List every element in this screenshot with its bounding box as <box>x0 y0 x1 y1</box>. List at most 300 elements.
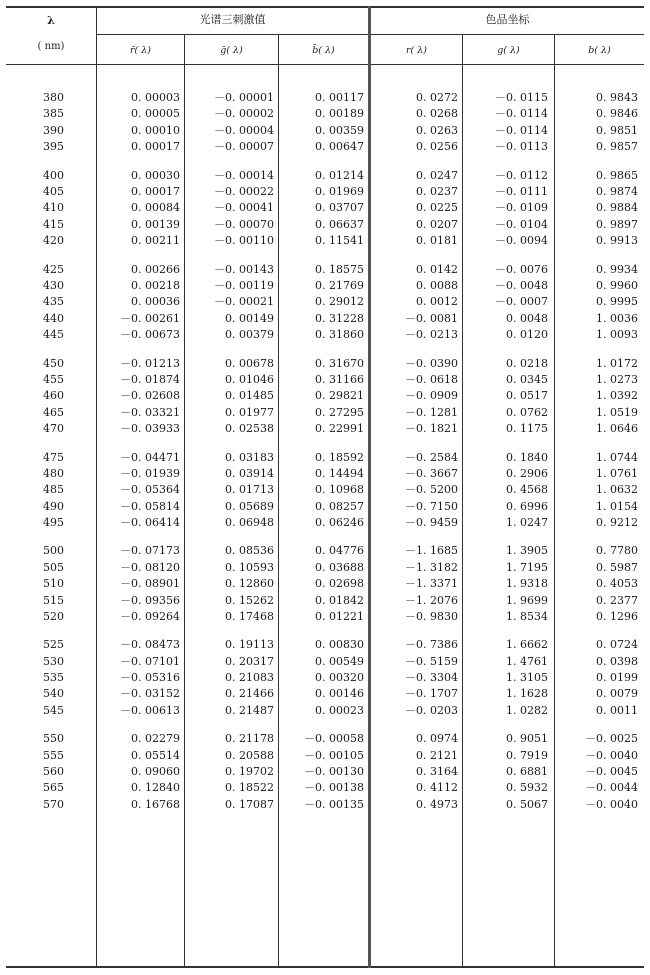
r-cell: －0. 0213 <box>405 328 458 341</box>
table-row <box>0 327 650 343</box>
b-bar-cell: 0. 11541 <box>315 234 364 247</box>
g-cell: 0. 9051 <box>506 732 548 746</box>
wavelength-cell: 505 <box>43 560 64 574</box>
b-cell: －0. 0040 <box>585 797 638 811</box>
g-bar-cell: 0. 02538 <box>225 421 274 435</box>
wavelength-cell: 465 <box>43 405 64 419</box>
g-bar-cell: －0. 00002 <box>214 107 274 121</box>
g-cell: 1. 9318 <box>506 577 548 591</box>
b-cell: 1. 0392 <box>596 389 638 403</box>
r-bar-cell: －0. 05316 <box>120 671 180 685</box>
b-cell: 0. 9843 <box>596 91 638 104</box>
g-cell: －0. 0076 <box>495 262 548 276</box>
r-bar-cell: 0. 16768 <box>131 797 180 811</box>
b-cell: 0. 0079 <box>596 687 638 701</box>
g-cell: 0. 1175 <box>506 421 548 435</box>
g-cell: 0. 6881 <box>506 765 548 778</box>
b-bar-cell: 0. 06637 <box>315 217 364 231</box>
table-row <box>0 278 650 294</box>
subheader-r-bar: r̄( λ) <box>130 45 151 56</box>
b-cell: 0. 0011 <box>596 703 638 717</box>
g-cell: 1. 3905 <box>506 544 548 558</box>
b-cell: 0. 9212 <box>596 515 638 529</box>
r-bar-cell: －0. 07101 <box>120 654 180 668</box>
wavelength-cell: 420 <box>43 234 64 247</box>
b-cell: 0. 9913 <box>596 234 638 247</box>
r-cell: 0. 0247 <box>416 168 458 182</box>
g-cell: 0. 1840 <box>506 450 548 464</box>
r-cell: －0. 3304 <box>405 671 458 685</box>
table-row <box>0 731 650 747</box>
wavelength-cell: 430 <box>43 278 64 292</box>
tristimulus-group-header: 光谱三刺激值 <box>199 13 266 26</box>
r-cell: 0. 0088 <box>416 278 458 292</box>
b-cell: 0. 9995 <box>596 295 638 309</box>
b-cell: 0. 9874 <box>596 184 638 198</box>
g-cell: －0. 0109 <box>495 201 548 215</box>
b-cell: 0. 5987 <box>596 560 638 574</box>
b-bar-cell: 0. 31860 <box>315 328 364 341</box>
r-bar-cell: －0. 09356 <box>120 593 180 607</box>
wavelength-cell: 510 <box>43 577 64 591</box>
b-cell: 0. 9960 <box>596 278 638 292</box>
r-cell: 0. 0268 <box>416 107 458 121</box>
b-cell: －0. 0044 <box>585 781 638 795</box>
b-bar-cell: 0. 31166 <box>315 372 364 386</box>
b-bar-cell: 0. 10968 <box>315 483 364 497</box>
g-cell: 0. 5067 <box>506 797 548 811</box>
r-bar-cell: 0. 02279 <box>131 732 180 746</box>
table-row <box>0 356 650 372</box>
r-bar-cell: －0. 07173 <box>120 544 180 558</box>
g-bar-cell: －0. 00022 <box>214 184 274 198</box>
b-cell: 1. 0036 <box>596 311 638 325</box>
b-cell: 1. 0093 <box>596 328 638 341</box>
r-cell: －0. 9830 <box>405 609 458 623</box>
r-cell: －0. 7386 <box>405 638 458 652</box>
r-cell: －0. 0909 <box>405 389 458 403</box>
table-row <box>0 200 650 216</box>
g-cell: 1. 6662 <box>506 638 548 652</box>
g-cell: 1. 7195 <box>506 560 548 574</box>
r-bar-cell: 0. 05514 <box>131 748 180 762</box>
b-bar-cell: 0. 00023 <box>315 703 364 717</box>
b-bar-cell: 0. 00647 <box>315 140 364 153</box>
b-cell: 1. 0154 <box>596 499 638 513</box>
g-bar-cell: －0. 00041 <box>214 201 274 215</box>
r-cell: －0. 1821 <box>405 421 458 435</box>
r-bar-cell: －0. 01939 <box>120 466 180 480</box>
table-row <box>0 482 650 498</box>
r-cell: 0. 4973 <box>416 797 458 811</box>
r-cell: 0. 0263 <box>416 123 458 137</box>
b-bar-cell: 0. 04776 <box>315 544 364 558</box>
g-bar-cell: 0. 20588 <box>225 748 274 762</box>
r-bar-cell: －0. 08901 <box>120 577 180 591</box>
g-cell: －0. 0115 <box>495 91 548 104</box>
g-cell: －0. 0094 <box>495 234 548 247</box>
r-bar-cell: 0. 00005 <box>131 107 180 121</box>
r-bar-cell: －0. 01213 <box>120 356 180 370</box>
g-bar-cell: 0. 03914 <box>225 466 274 480</box>
r-bar-cell: 0. 12840 <box>131 781 180 795</box>
wavelength-cell: 410 <box>43 201 64 215</box>
table-row <box>0 780 650 796</box>
g-cell: 1. 0282 <box>506 703 548 717</box>
g-cell: 0. 0218 <box>506 356 548 370</box>
table-row <box>0 764 650 780</box>
b-cell: －0. 0045 <box>585 765 638 778</box>
b-bar-cell: －0. 00135 <box>304 797 364 811</box>
wavelength-cell: 550 <box>43 732 64 746</box>
table-row <box>0 686 650 702</box>
r-cell: 0. 0272 <box>416 91 458 104</box>
g-bar-cell: 0. 19702 <box>225 765 274 778</box>
r-bar-cell: －0. 05364 <box>120 483 180 497</box>
wavelength-cell: 380 <box>43 91 64 104</box>
g-bar-cell: －0. 00007 <box>214 140 274 153</box>
r-bar-cell: 0. 00010 <box>131 123 180 137</box>
g-bar-cell: 0. 21487 <box>225 703 274 717</box>
b-bar-cell: 0. 14494 <box>315 466 364 480</box>
lambda-header: λ <box>47 14 55 27</box>
table-row <box>0 139 650 155</box>
b-cell: 0. 7780 <box>596 544 638 558</box>
b-bar-cell: 0. 03688 <box>315 560 364 574</box>
r-cell: 0. 0012 <box>416 295 458 309</box>
wavelength-cell: 530 <box>43 654 64 668</box>
table-row <box>0 372 650 388</box>
g-cell: 0. 0762 <box>506 405 548 419</box>
b-bar-cell: 0. 31670 <box>315 356 364 370</box>
r-bar-cell: －0. 03152 <box>120 687 180 701</box>
r-bar-cell: 0. 00003 <box>131 91 180 104</box>
wavelength-cell: 445 <box>43 328 64 341</box>
g-bar-cell: －0. 00001 <box>214 91 274 104</box>
r-bar-cell: －0. 01874 <box>120 372 180 386</box>
b-bar-cell: 0. 18592 <box>315 450 364 464</box>
table-row <box>0 311 650 327</box>
r-cell: －0. 0081 <box>405 311 458 325</box>
r-bar-cell: 0. 00218 <box>131 278 180 292</box>
b-bar-cell: 0. 00189 <box>315 107 364 121</box>
b-cell: 1. 0519 <box>596 405 638 419</box>
r-cell: 0. 0207 <box>416 217 458 231</box>
b-bar-cell: 0. 21769 <box>315 278 364 292</box>
b-bar-cell: －0. 00130 <box>304 765 364 778</box>
r-bar-cell: 0. 00266 <box>131 262 180 276</box>
g-cell: －0. 0007 <box>495 295 548 309</box>
table-row <box>0 560 650 576</box>
g-bar-cell: 0. 00149 <box>225 311 274 325</box>
g-cell: －0. 0111 <box>495 184 548 198</box>
r-bar-cell: －0. 00261 <box>120 311 180 325</box>
g-bar-cell: 0. 08536 <box>225 544 274 558</box>
g-bar-cell: 0. 15262 <box>225 593 274 607</box>
b-bar-cell: 0. 08257 <box>315 499 364 513</box>
r-cell: －0. 2584 <box>405 450 458 464</box>
r-cell: －1. 3371 <box>405 577 458 591</box>
table-row <box>0 123 650 139</box>
g-bar-cell: －0. 00119 <box>214 278 274 292</box>
subheader-r: r( λ) <box>406 45 427 56</box>
b-bar-cell: 0. 00359 <box>315 123 364 137</box>
table-row <box>0 654 650 670</box>
g-cell: －0. 0048 <box>495 278 548 292</box>
r-cell: 0. 0142 <box>416 262 458 276</box>
table-row <box>0 466 650 482</box>
g-bar-cell: 0. 18522 <box>225 781 274 795</box>
r-cell: 0. 0237 <box>416 184 458 198</box>
r-cell: －0. 9459 <box>405 515 458 529</box>
wavelength-cell: 490 <box>43 499 64 513</box>
b-bar-cell: 0. 22991 <box>315 421 364 435</box>
b-cell: 0. 0199 <box>596 671 638 685</box>
g-cell: 0. 0048 <box>506 311 548 325</box>
b-cell: 0. 9851 <box>596 123 638 137</box>
table-row <box>0 388 650 404</box>
b-bar-cell: 0. 00320 <box>315 671 364 685</box>
r-cell: －0. 1707 <box>405 687 458 701</box>
wavelength-cell: 415 <box>43 217 64 231</box>
b-bar-cell: 0. 00549 <box>315 654 364 668</box>
g-bar-cell: －0. 00070 <box>214 217 274 231</box>
r-bar-cell: －0. 05814 <box>120 499 180 513</box>
r-cell: 0. 0974 <box>416 732 458 746</box>
b-cell: 1. 0646 <box>596 421 638 435</box>
b-bar-cell: 0. 06246 <box>315 515 364 529</box>
g-cell: 1. 3105 <box>506 671 548 685</box>
g-bar-cell: 0. 00379 <box>225 328 274 341</box>
b-cell: 0. 1296 <box>596 609 638 623</box>
table-row <box>0 576 650 592</box>
table-row <box>0 797 650 813</box>
wavelength-cell: 455 <box>43 372 64 386</box>
r-cell: －0. 7150 <box>405 499 458 513</box>
g-bar-cell: 0. 12860 <box>225 577 274 591</box>
r-bar-cell: －0. 04471 <box>120 450 180 464</box>
r-cell: 0. 0225 <box>416 201 458 215</box>
b-bar-cell: 0. 03707 <box>315 201 364 215</box>
b-cell: 0. 9934 <box>596 262 638 276</box>
table-row <box>0 637 650 653</box>
table-row <box>0 421 650 437</box>
r-bar-cell: －0. 09264 <box>120 609 180 623</box>
table-row <box>0 405 650 421</box>
b-bar-cell: 0. 29821 <box>315 389 364 403</box>
subheader-b: b( λ) <box>588 45 611 56</box>
b-cell: 0. 0724 <box>596 638 638 652</box>
g-cell: －0. 0112 <box>495 168 548 182</box>
b-bar-cell: 0. 00830 <box>315 638 364 652</box>
r-bar-cell: 0. 00084 <box>131 201 180 215</box>
b-bar-cell: 0. 01842 <box>315 593 364 607</box>
b-bar-cell: 0. 29012 <box>315 295 364 309</box>
wavelength-cell: 565 <box>43 781 64 795</box>
b-cell: －0. 0040 <box>585 748 638 762</box>
g-bar-cell: －0. 00004 <box>214 123 274 137</box>
table-row <box>0 106 650 122</box>
table-row <box>0 233 650 249</box>
g-cell: 1. 4761 <box>506 654 548 668</box>
wavelength-cell: 540 <box>43 687 64 701</box>
r-cell: －0. 5200 <box>405 483 458 497</box>
g-cell: －0. 0113 <box>495 140 548 153</box>
r-cell: －0. 1281 <box>405 405 458 419</box>
table-row <box>0 262 650 278</box>
wavelength-cell: 390 <box>43 123 64 137</box>
g-bar-cell: 0. 10593 <box>225 560 274 574</box>
g-cell: 1. 0247 <box>506 515 548 529</box>
b-cell: 1. 0632 <box>596 483 638 497</box>
wavelength-cell: 450 <box>43 356 64 370</box>
wavelength-cell: 485 <box>43 483 64 497</box>
g-bar-cell: 0. 17468 <box>225 609 274 623</box>
r-bar-cell: －0. 03933 <box>120 421 180 435</box>
wavelength-cell: 515 <box>43 593 64 607</box>
b-cell: 1. 0172 <box>596 356 638 370</box>
lambda-unit-header: ( nm) <box>37 41 65 52</box>
b-cell: 0. 9884 <box>596 201 638 215</box>
r-cell: 0. 3164 <box>416 765 458 778</box>
wavelength-cell: 535 <box>43 671 64 685</box>
b-cell: 0. 9846 <box>596 107 638 121</box>
r-bar-cell: －0. 02608 <box>120 389 180 403</box>
r-bar-cell: －0. 08473 <box>120 638 180 652</box>
b-bar-cell: 0. 31228 <box>315 311 364 325</box>
g-cell: 0. 4568 <box>506 483 548 497</box>
table-row <box>0 543 650 559</box>
b-cell: 0. 0398 <box>596 654 638 668</box>
wavelength-cell: 425 <box>43 262 64 276</box>
r-bar-cell: 0. 00139 <box>131 217 180 231</box>
b-bar-cell: 0. 18575 <box>315 262 364 276</box>
b-bar-cell: 0. 01221 <box>315 609 364 623</box>
header-bottom-rule <box>6 64 644 65</box>
g-bar-cell: 0. 01713 <box>225 483 274 497</box>
g-cell: 0. 6996 <box>506 499 548 513</box>
r-bar-cell: 0. 00030 <box>131 168 180 182</box>
r-bar-cell: 0. 00211 <box>131 234 180 247</box>
b-bar-cell: 0. 01214 <box>315 168 364 182</box>
r-cell: 0. 2121 <box>416 748 458 762</box>
b-cell: 1. 0761 <box>596 466 638 480</box>
wavelength-cell: 435 <box>43 295 64 309</box>
r-bar-cell: 0. 00017 <box>131 184 180 198</box>
table-row <box>0 515 650 531</box>
b-bar-cell: 0. 00146 <box>315 687 364 701</box>
table-row <box>0 499 650 515</box>
g-cell: 0. 0345 <box>506 372 548 386</box>
g-bar-cell: 0. 21083 <box>225 671 274 685</box>
b-cell: 0. 2377 <box>596 593 638 607</box>
r-cell: －0. 0618 <box>405 372 458 386</box>
wavelength-cell: 525 <box>43 638 64 652</box>
g-cell: 0. 5932 <box>506 781 548 795</box>
b-bar-cell: 0. 02698 <box>315 577 364 591</box>
wavelength-cell: 400 <box>43 168 64 182</box>
r-cell: 0. 0256 <box>416 140 458 153</box>
table-row <box>0 609 650 625</box>
g-bar-cell: 0. 01046 <box>225 372 274 386</box>
g-cell: －0. 0114 <box>495 107 548 121</box>
b-bar-cell: －0. 00105 <box>304 748 364 762</box>
b-cell: 0. 9857 <box>596 140 638 153</box>
g-cell: 1. 1628 <box>506 687 548 701</box>
wavelength-cell: 520 <box>43 609 64 623</box>
g-cell: 0. 0517 <box>506 389 548 403</box>
r-bar-cell: －0. 08120 <box>120 560 180 574</box>
b-cell: 0. 4053 <box>596 577 638 591</box>
r-bar-cell: 0. 00017 <box>131 140 180 153</box>
g-bar-cell: 0. 21466 <box>225 687 274 701</box>
r-bar-cell: 0. 00036 <box>131 295 180 309</box>
table-row <box>0 748 650 764</box>
wavelength-cell: 570 <box>43 797 64 811</box>
r-cell: －1. 3182 <box>405 560 458 574</box>
table-row <box>0 217 650 233</box>
b-bar-cell: －0. 00058 <box>304 732 364 746</box>
b-bar-cell: 0. 27295 <box>315 405 364 419</box>
r-cell: －0. 0203 <box>405 703 458 717</box>
b-cell: 1. 0744 <box>596 450 638 464</box>
r-cell: －0. 5159 <box>405 654 458 668</box>
table-row <box>0 450 650 466</box>
table-row <box>0 168 650 184</box>
b-cell: 0. 9897 <box>596 217 638 231</box>
g-cell: 0. 2906 <box>506 466 548 480</box>
table-row <box>0 184 650 200</box>
wavelength-cell: 395 <box>43 140 64 153</box>
g-bar-cell: 0. 06948 <box>225 515 274 529</box>
g-bar-cell: 0. 00678 <box>225 356 274 370</box>
b-cell: 0. 9865 <box>596 168 638 182</box>
g-cell: 1. 9699 <box>506 593 548 607</box>
g-bar-cell: 0. 21178 <box>225 732 274 746</box>
bottom-rule <box>6 966 644 968</box>
table-row <box>0 294 650 310</box>
g-cell: －0. 0114 <box>495 123 548 137</box>
r-bar-cell: －0. 03321 <box>120 405 180 419</box>
table-row <box>0 593 650 609</box>
subheader-g: g( λ) <box>497 45 520 56</box>
r-cell: －1. 2076 <box>405 593 458 607</box>
wavelength-cell: 475 <box>43 450 64 464</box>
r-cell: －0. 3667 <box>405 466 458 480</box>
r-cell: 0. 0181 <box>416 234 458 247</box>
table-row <box>0 703 650 719</box>
g-bar-cell: 0. 17087 <box>225 797 274 811</box>
g-cell: －0. 0104 <box>495 217 548 231</box>
b-bar-cell: 0. 00117 <box>315 91 364 104</box>
wavelength-cell: 460 <box>43 389 64 403</box>
g-cell: 0. 7919 <box>506 748 548 762</box>
wavelength-cell: 500 <box>43 544 64 558</box>
table-row <box>0 90 650 106</box>
g-bar-cell: 0. 19113 <box>225 638 274 652</box>
wavelength-cell: 470 <box>43 421 64 435</box>
b-bar-cell: 0. 01969 <box>315 184 364 198</box>
b-cell: －0. 0025 <box>585 732 638 746</box>
g-cell: 1. 8534 <box>506 609 548 623</box>
r-cell: －1. 1685 <box>405 544 458 558</box>
r-bar-cell: －0. 06414 <box>120 515 180 529</box>
r-cell: 0. 4112 <box>416 781 458 795</box>
g-bar-cell: －0. 00143 <box>214 262 274 276</box>
g-bar-cell: －0. 00021 <box>214 295 274 309</box>
g-bar-cell: －0. 00110 <box>214 234 274 247</box>
b-bar-cell: －0. 00138 <box>304 781 364 795</box>
